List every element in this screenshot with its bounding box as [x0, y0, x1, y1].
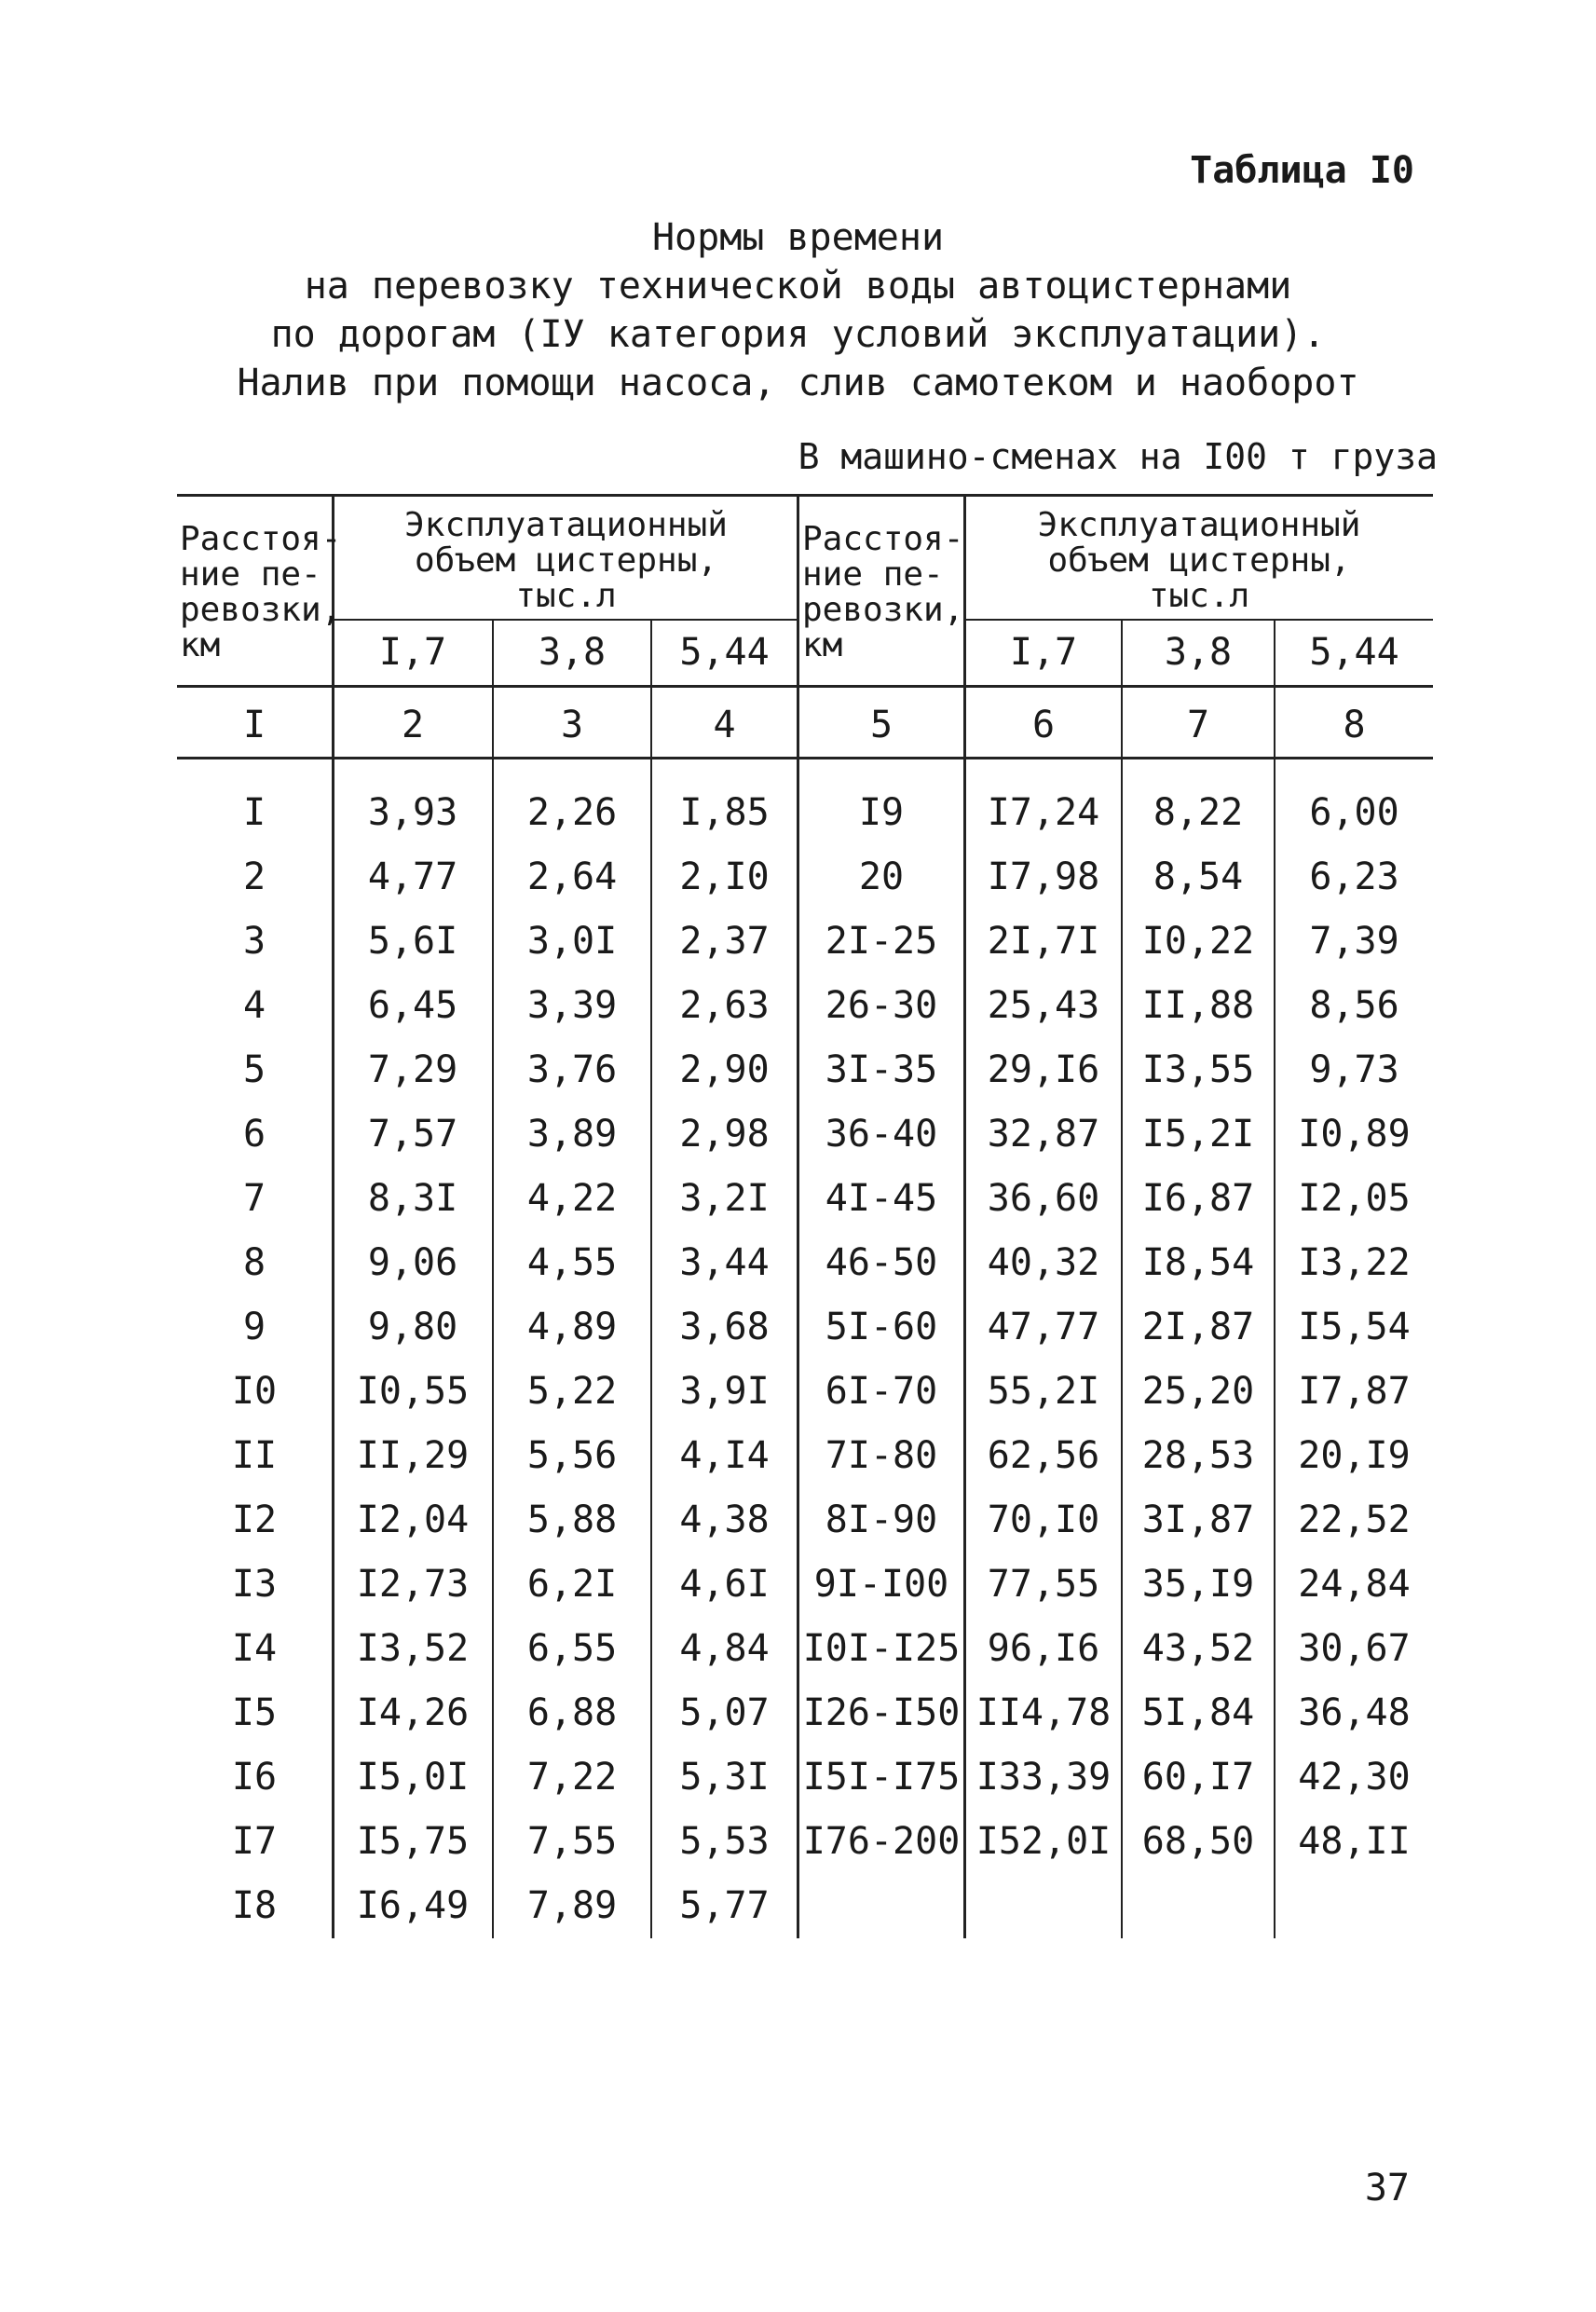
- table-cell-left-value: 4,6I: [679, 1563, 770, 1606]
- table-cell-right-value: 5I,84: [1141, 1691, 1255, 1734]
- table-cell-right-value: 35,I9: [1141, 1563, 1255, 1606]
- table-cell-right-value: 43,52: [1141, 1627, 1255, 1670]
- table-cell-left-value: 5,6I: [367, 920, 458, 963]
- table-cell-left-value: 7,22: [526, 1756, 618, 1799]
- table-cell-right-distance: 26-30: [825, 984, 938, 1027]
- volume-value: I,7: [378, 631, 447, 674]
- table-cell-right-value: I7,87: [1298, 1370, 1411, 1413]
- table-cell-left-value: 5,3I: [679, 1756, 770, 1799]
- table-cell-left-value: 3,93: [367, 791, 458, 834]
- table-cell-right-value: I5,54: [1298, 1306, 1411, 1348]
- table-cell-right-value: 48,II: [1298, 1820, 1411, 1863]
- table-cell-right-value: 8,22: [1153, 791, 1244, 834]
- table-cell-left-value: 6,55: [526, 1627, 618, 1670]
- table-cell-left-value: 7,29: [367, 1048, 458, 1091]
- volume-value: 3,8: [538, 631, 607, 674]
- table-cell-left-value: 7,89: [526, 1884, 618, 1927]
- table-cell-left-value: 5,88: [526, 1498, 618, 1541]
- table-cell-right-value: 42,30: [1298, 1756, 1411, 1799]
- table-cell-left-distance: I7: [231, 1820, 278, 1863]
- table-cell-left-value: 6,2I: [526, 1563, 618, 1606]
- table-cell-right-value: 47,77: [987, 1306, 1100, 1348]
- table-cell-left-distance: I: [242, 791, 266, 834]
- table-cell-right-distance: 6I-70: [825, 1370, 938, 1413]
- table-cell-left-distance: I8: [231, 1884, 278, 1927]
- table-cell-left-value: 2,37: [679, 920, 770, 963]
- table-cell-left-value: 4,84: [679, 1627, 770, 1670]
- page-number: 37: [1364, 2167, 1410, 2209]
- table-cell-left-distance: I4: [231, 1627, 278, 1670]
- table-cell-left-value: I5,75: [356, 1820, 470, 1863]
- table-cell-right-value: 3I,87: [1141, 1498, 1255, 1541]
- table-cell-left-distance: 6: [242, 1113, 266, 1156]
- table-cell-left-distance: 5: [242, 1048, 266, 1091]
- table-cell-left-distance: 2: [242, 855, 266, 898]
- table-cell-right-value: 36,48: [1298, 1691, 1411, 1734]
- table-cell-right-value: 22,52: [1298, 1498, 1411, 1541]
- title-line-1: Нормы времени: [651, 216, 945, 259]
- table-cell-right-value: 68,50: [1141, 1820, 1255, 1863]
- volume-value: 3,8: [1164, 631, 1233, 674]
- column-number: 3: [560, 704, 584, 746]
- table-cell-left-distance: 9: [242, 1306, 266, 1348]
- table-cell-left-value: 5,56: [526, 1434, 618, 1477]
- column-number: 7: [1186, 704, 1210, 746]
- table-cell-left-value: 3,9I: [679, 1370, 770, 1413]
- table-cell-left-distance: I2: [231, 1498, 278, 1541]
- table-number: Таблица I0: [1190, 149, 1414, 192]
- table-cell-right-value: 2I,87: [1141, 1306, 1255, 1348]
- table-cell-left-distance: I5: [231, 1691, 278, 1734]
- table-cell-right-value: I8,54: [1141, 1241, 1255, 1284]
- table-cell-left-distance: 7: [242, 1177, 266, 1220]
- table-cell-right-value: 55,2I: [987, 1370, 1100, 1413]
- table-cell-right-value: 25,43: [987, 984, 1100, 1027]
- volume-value: 5,44: [1309, 631, 1399, 674]
- table-cell-left-value: 2,I0: [679, 855, 770, 898]
- table-cell-right-value: 6,00: [1309, 791, 1399, 834]
- table-cell-right-distance: I9: [858, 791, 905, 834]
- table-cell-right-value: II4,78: [975, 1691, 1112, 1734]
- table-cell-right-distance: 3I-35: [825, 1048, 938, 1091]
- table-cell-left-value: I0,55: [356, 1370, 470, 1413]
- title-line-3: по дорогам (IУ категория условий эксплуатации).: [270, 313, 1326, 356]
- table-cell-right-value: 20,I9: [1298, 1434, 1411, 1477]
- table-cell-right-distance: 5I-60: [825, 1306, 938, 1348]
- volume-value: 5,44: [679, 631, 770, 674]
- distance-header-right: Расстоя- ние пе- ревозки, км: [802, 520, 964, 664]
- table-cell-left-value: 4,I4: [679, 1434, 770, 1477]
- table-cell-right-value: 96,I6: [987, 1627, 1100, 1670]
- table-cell-left-value: I5,0I: [356, 1756, 470, 1799]
- table-cell-right-distance: I26-I50: [802, 1691, 961, 1734]
- title-line-4: Налив при помощи насоса, слив самотеком и наоборот: [237, 362, 1359, 404]
- table-cell-right-value: I7,98: [987, 855, 1100, 898]
- table-cell-left-value: 2,26: [526, 791, 618, 834]
- volume-header-right: Эксплуатационный объем цистерны, тыс.л: [1037, 506, 1361, 615]
- table-cell-right-value: 60,I7: [1141, 1756, 1255, 1799]
- table-cell-right-distance: 2I-25: [825, 920, 938, 963]
- table-cell-left-value: II,29: [356, 1434, 470, 1477]
- table-cell-left-value: 5,53: [679, 1820, 770, 1863]
- table-cell-left-value: 5,22: [526, 1370, 618, 1413]
- table-cell-left-value: 9,06: [367, 1241, 458, 1284]
- table-cell-right-value: 28,53: [1141, 1434, 1255, 1477]
- table-cell-right-value: I6,87: [1141, 1177, 1255, 1220]
- table-cell-right-distance: 7I-80: [825, 1434, 938, 1477]
- table-cell-left-value: 4,89: [526, 1306, 618, 1348]
- table-cell-left-value: 3,68: [679, 1306, 770, 1348]
- table-cell-left-value: 3,89: [526, 1113, 618, 1156]
- table-cell-left-value: 8,3I: [367, 1177, 458, 1220]
- column-number: 8: [1343, 704, 1366, 746]
- table-cell-right-value: 25,20: [1141, 1370, 1255, 1413]
- table-cell-left-value: 9,80: [367, 1306, 458, 1348]
- table-cell-right-value: 36,60: [987, 1177, 1100, 1220]
- table-cell-left-value: 4,55: [526, 1241, 618, 1284]
- table-cell-left-distance: I6: [231, 1756, 278, 1799]
- table-cell-left-distance: 4: [242, 984, 266, 1027]
- table-cell-right-distance: I5I-I75: [802, 1756, 961, 1799]
- table-cell-left-value: 3,76: [526, 1048, 618, 1091]
- table-cell-left-value: 3,44: [679, 1241, 770, 1284]
- table-cell-right-distance: I76-200: [802, 1820, 961, 1863]
- table-cell-right-distance: 8I-90: [825, 1498, 938, 1541]
- table-cell-right-value: 2I,7I: [987, 920, 1100, 963]
- table-cell-right-value: 70,I0: [987, 1498, 1100, 1541]
- table-cell-left-value: 2,98: [679, 1113, 770, 1156]
- table-cell-right-distance: 4I-45: [825, 1177, 938, 1220]
- table-cell-left-value: I,85: [679, 791, 770, 834]
- column-number: 5: [869, 704, 893, 746]
- table-cell-left-value: 4,38: [679, 1498, 770, 1541]
- table-cell-left-value: I2,73: [356, 1563, 470, 1606]
- table-cell-left-value: I3,52: [356, 1627, 470, 1670]
- table-cell-right-value: 62,56: [987, 1434, 1100, 1477]
- table-cell-right-value: I7,24: [987, 791, 1100, 834]
- volume-subheader-rule-right: [965, 619, 1433, 621]
- column-number: I: [242, 704, 266, 746]
- table-cell-right-value: 77,55: [987, 1563, 1100, 1606]
- table-cell-left-value: 5,07: [679, 1691, 770, 1734]
- column-numbers-rule: [177, 757, 1433, 759]
- table-cell-right-value: 8,54: [1153, 855, 1244, 898]
- table-cell-left-distance: II: [231, 1434, 278, 1477]
- table-cell-left-value: 2,90: [679, 1048, 770, 1091]
- table-cell-right-value: I0,22: [1141, 920, 1255, 963]
- table-cell-right-value: 7,39: [1309, 920, 1399, 963]
- table-cell-right-value: 8,56: [1309, 984, 1399, 1027]
- volume-subheader-rule-left: [334, 619, 799, 621]
- table-cell-right-value: 6,23: [1309, 855, 1399, 898]
- table-cell-right-value: 30,67: [1298, 1627, 1411, 1670]
- table-cell-left-value: 7,57: [367, 1113, 458, 1156]
- table-cell-left-value: 3,2I: [679, 1177, 770, 1220]
- table-cell-left-value: 6,45: [367, 984, 458, 1027]
- table-cell-left-value: 4,22: [526, 1177, 618, 1220]
- table-cell-right-distance: I0I-I25: [802, 1627, 961, 1670]
- distance-header-left: Расстоя- ние пе- ревозки, км: [180, 520, 342, 664]
- table-top-rule: [177, 494, 1433, 497]
- table-cell-left-value: 2,63: [679, 984, 770, 1027]
- table-cell-left-value: I4,26: [356, 1691, 470, 1734]
- table-cell-left-distance: I3: [231, 1563, 278, 1606]
- title-line-2: на перевозку технической воды автоцистернами: [304, 265, 1292, 308]
- table-cell-right-value: I33,39: [975, 1756, 1112, 1799]
- table-cell-left-value: I6,49: [356, 1884, 470, 1927]
- header-bottom-rule: [177, 685, 1433, 688]
- volume-value: I,7: [1009, 631, 1078, 674]
- table-cell-right-value: 40,32: [987, 1241, 1100, 1284]
- table-cell-right-value: 9,73: [1309, 1048, 1399, 1091]
- table-cell-right-value: I0,89: [1298, 1113, 1411, 1156]
- table-cell-left-value: 2,64: [526, 855, 618, 898]
- column-number: 6: [1031, 704, 1056, 746]
- table-cell-left-distance: 8: [242, 1241, 266, 1284]
- table-cell-right-distance: 46-50: [825, 1241, 938, 1284]
- table-cell-right-value: II,88: [1141, 984, 1255, 1027]
- table-cell-right-value: I2,05: [1298, 1177, 1411, 1220]
- table-cell-right-value: I3,55: [1141, 1048, 1255, 1091]
- table-cell-left-distance: I0: [231, 1370, 278, 1413]
- table-cell-right-value: 29,I6: [987, 1048, 1100, 1091]
- table-cell-left-value: 5,77: [679, 1884, 770, 1927]
- table-cell-left-value: 3,0I: [526, 920, 618, 963]
- column-number: 2: [401, 704, 425, 746]
- volume-header-left: Эксплуатационный объем цистерны, тыс.л: [404, 506, 728, 615]
- table-cell-left-value: 6,88: [526, 1691, 618, 1734]
- table-cell-left-value: I2,04: [356, 1498, 470, 1541]
- table-cell-left-distance: 3: [242, 920, 266, 963]
- table-cell-right-value: 24,84: [1298, 1563, 1411, 1606]
- table-cell-left-value: 3,39: [526, 984, 618, 1027]
- table-cell-right-value: I52,0I: [975, 1820, 1112, 1863]
- table-cell-right-value: I5,2I: [1141, 1113, 1255, 1156]
- table-cell-left-value: 7,55: [526, 1820, 618, 1863]
- table-cell-right-value: I3,22: [1298, 1241, 1411, 1284]
- table-cell-left-value: 4,77: [367, 855, 458, 898]
- column-number: 4: [713, 704, 736, 746]
- table-cell-right-distance: 9I-I00: [813, 1563, 949, 1606]
- unit-note: В машино-сменах на I00 т груза: [798, 436, 1438, 477]
- table-cell-right-distance: 36-40: [825, 1113, 938, 1156]
- table-cell-right-value: 32,87: [987, 1113, 1100, 1156]
- table-cell-right-distance: 20: [858, 855, 905, 898]
